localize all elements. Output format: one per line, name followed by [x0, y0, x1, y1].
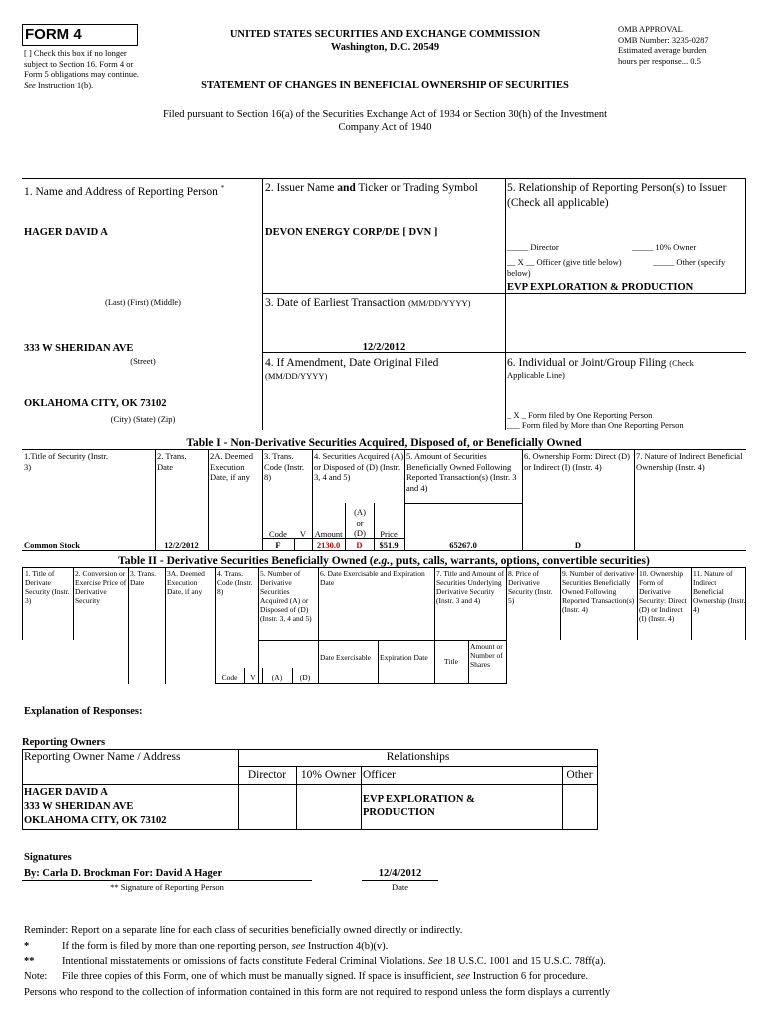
owner-officer-title: EVP EXPLORATION & PRODUCTION	[363, 794, 475, 818]
t2-col11: 11. Nature of Indirect Beneficial Ownership (Instr. 4)	[693, 569, 746, 614]
owners-col-10pct: 10% Owner	[300, 769, 357, 781]
earliest-transaction-date: 12/2/2012	[362, 342, 406, 353]
t1-row-price: $51.9	[379, 540, 399, 550]
issuer-name: DEVON ENERGY CORP/DE [ DVN ]	[265, 227, 438, 238]
signature-label: ** Signature of Reporting Person	[110, 882, 224, 892]
t1-col2a: 2A. Deemed Execution Date, if any	[210, 451, 253, 482]
box6-label-sub-a: (Check	[669, 358, 694, 368]
officer-title: EVP EXPLORATION & PRODUCTION	[507, 282, 694, 293]
footer-note: Note:	[24, 971, 48, 982]
omb-hours: hours per response... 0.5	[618, 55, 701, 66]
footer-dstar: **	[24, 956, 35, 967]
footer-star-text-a: If the form is filed by more than one reporting person,	[62, 941, 290, 952]
box2-label	[265, 181, 478, 195]
owners-heading: Reporting Owners	[22, 737, 106, 748]
t2-col4: 4. Trans. Code (Instr. 8)	[217, 569, 253, 596]
t2-col2: 2. Conversion or Exercise Price of Derivative Security	[75, 569, 127, 605]
box2-label-a: 2. Issuer Name	[265, 182, 335, 194]
checkbox-note	[24, 48, 152, 90]
t1-sub-price: Price	[380, 529, 398, 539]
t2-sub-date-ex: Date Exercisable	[320, 653, 372, 662]
t2-sub-amount: Amount or Number of Shares	[470, 642, 503, 669]
table2-title-rest: , puts, calls, warrants, options, convertible securities)	[390, 555, 650, 567]
t2-col10: 10. Ownership Form of Derivative Security: Direct (D) or Indirect (I) (Instr. 4)	[639, 569, 687, 623]
box3-label	[265, 296, 470, 310]
table2-title-eg: e.g.	[373, 555, 391, 567]
t2-col6: 6. Date Exercisable and Expiration Date	[320, 569, 425, 587]
owners-col-director: Director	[247, 769, 287, 781]
reporting-person-street: 333 W SHERIDAN AVE	[24, 343, 134, 354]
signature-by: By: Carla D. Brockman For: David A Hager	[24, 868, 223, 879]
box1-label	[24, 181, 224, 199]
city-label: (City) (State) (Zip)	[110, 414, 176, 424]
owner-city: OKLAHOMA CITY, OK 73102	[24, 815, 167, 826]
owners-col-other: Other	[566, 769, 593, 781]
t1-row-title: Common Stock	[24, 540, 80, 550]
footer-dstar-see: See	[427, 956, 443, 967]
footer-star: *	[24, 941, 30, 952]
box5-label-sub: (Check all applicable)	[507, 197, 609, 209]
t2-sub-code: Code	[221, 673, 238, 682]
t2-sub-d: (D)	[299, 673, 311, 682]
box3-label-text: 3. Date of Earliest Transaction	[265, 297, 406, 309]
box6-label-sub: Applicable Line)	[507, 370, 565, 380]
t2-sub-v: V	[250, 673, 256, 682]
box6-label-text: 6. Individual or Joint/Group Filing	[507, 357, 667, 369]
footer-note-text-b: Instruction 6 for procedure.	[472, 971, 589, 982]
box2-label-b: Ticker or Trading Symbol	[358, 182, 478, 194]
t2-col8: 8. Price of Derivative Security (Instr. 5)	[508, 569, 553, 605]
footer-note-text-a: File three copies of this Form, one of which must be manually signed. If space is insufficient,	[62, 971, 455, 982]
box1-label-text: 1. Name and Address of Reporting Person	[24, 185, 218, 198]
t1-col4: 4. Securities Acquired (A) or Disposed of (D) (Instr. 3, 4 and 5)	[314, 451, 404, 482]
commission-location: Washington, D.C. 20549	[330, 42, 440, 53]
omb-number: OMB Number: 3235-0287	[618, 34, 709, 45]
t1-col3: 3. Trans. Code (Instr. 8)	[264, 451, 305, 482]
filing-more-persons: ___ Form filed by More than One Reporting Person	[507, 420, 684, 430]
form-title: FORM 4	[25, 26, 82, 43]
t1-row-date: 12/2/2012	[164, 540, 199, 550]
t1-sub-amount: Amount	[314, 529, 343, 539]
explanation-label: Explanation of Responses:	[24, 706, 143, 717]
t2-col3: 3. Trans. Date	[130, 569, 157, 587]
t1-row-aord: D	[356, 540, 363, 550]
t1-col2: 2. Trans. Date	[157, 451, 187, 472]
t1-sub-aord: (A) or (D)	[354, 507, 366, 538]
table2-title-a: Table II - Derivative Securities Beneficially Owned (	[118, 555, 374, 567]
footer-star-see: see	[291, 941, 306, 952]
footer-persons: Persons who respond to the collection of information contained in this form are not required to respond unless the form displays a currently	[24, 987, 611, 998]
footer-reminder: Reminder: Report on a separate line for each class of securities beneficially owned directly or indirectly.	[24, 925, 463, 936]
t2-col7: 7. Title and Amount of Securities Underlying Derivative Security (Instr. 3 and 4)	[436, 569, 505, 605]
footer-note-see: see	[456, 971, 471, 982]
statement-title: STATEMENT OF CHANGES IN BENEFICIAL OWNERSHIP OF SECURITIES	[201, 80, 569, 91]
checkbox-note-see: See	[24, 79, 36, 90]
t2-sub-title: Title	[444, 657, 458, 666]
box1-label-mark: *	[220, 184, 225, 192]
rel-ten-pct-owner: _____ 10% Owner	[632, 242, 697, 252]
omb-approval: OMB APPROVAL	[618, 24, 683, 34]
t2-col3a: 3A. Deemed Execution Date, if any	[167, 569, 205, 596]
filed-pursuant: Filed pursuant to Section 16(a) of the Securities Exchange Act of 1934 or Section 30(h) of the Investment Company Act of 1940	[162, 109, 608, 133]
rel-director: _____ Director	[507, 242, 559, 252]
box4-label-fmt: (MM/DD/YYYY)	[265, 371, 328, 381]
footer-star-text-b: Instruction 4(b)(v).	[307, 941, 389, 952]
t1-col7: 7. Nature of Indirect Beneficial Ownership (Instr. 4)	[636, 451, 743, 472]
owners-col-officer: Officer	[363, 769, 396, 781]
t2-sub-exp: Expiration Date	[380, 653, 428, 662]
footer-dstar-text	[62, 955, 606, 968]
reporting-person-city: OKLAHOMA CITY, OK 73102	[24, 398, 167, 409]
box6-label	[507, 356, 694, 370]
t1-row-amount: 2130.0	[316, 540, 341, 550]
box4-label: 4. If Amendment, Date Original Filed	[265, 357, 439, 369]
owner-street: 333 W SHERIDAN AVE	[24, 801, 134, 812]
table2-title	[22, 554, 746, 568]
t2-col5: 5. Number of Derivative Securities Acquired (A) or Disposed of (D) (Instr. 3, 4 and 5)	[260, 569, 312, 623]
footer-dstar-text-a: Intentional misstatements or omissions of facts constitute Federal Criminal Violations.	[62, 956, 426, 967]
footer-star-text	[62, 940, 388, 953]
t1-row-code: F	[275, 540, 281, 550]
t2-col1: 1. Title of Derivate Security (Instr. 3)	[25, 569, 70, 605]
signature-date: 12/4/2012	[378, 868, 422, 879]
rel-officer: __ X __ Officer (give title below)	[507, 257, 622, 267]
box5-label: 5. Relationship of Reporting Person(s) to Issuer	[507, 182, 727, 194]
owners-col-relationships: Relationships	[386, 751, 450, 763]
commission-name: UNITED STATES SECURITIES AND EXCHANGE COMMISSION	[229, 29, 541, 40]
t1-col5: 5. Amount of Securities Beneficially Owned Following Reported Transaction(s) (Instr. 3 and 4)	[406, 451, 517, 493]
t1-row-owned: 65267.0	[449, 540, 477, 550]
filing-one-person: _ X _ Form filed by One Reporting Person	[507, 410, 653, 420]
table1-title: Table I - Non-Derivative Securities Acquired, Disposed of, or Beneficially Owned	[186, 437, 582, 449]
t1-row-form: D	[574, 540, 582, 550]
checkbox-note-text: [ ] Check this box if no longer subject to Section 16. Form 4 or Form 5 obligations may continue.	[24, 48, 139, 79]
reporting-person-name: HAGER DAVID A	[24, 227, 108, 238]
box2-label-and: and	[337, 182, 356, 194]
t1-col6: 6. Ownership Form: Direct (D) or Indirect (I) (Instr. 4)	[524, 451, 630, 472]
t1-sub-v: V	[299, 529, 307, 539]
omb-burden: Estimated average burden	[618, 45, 707, 55]
name-parts-label: (Last) (First) (Middle)	[104, 297, 181, 307]
checkbox-note-instr: Instruction 1(b).	[37, 79, 94, 90]
signature-date-label: Date	[391, 882, 409, 892]
footer-note-text	[62, 970, 588, 983]
t1-col1: 1.Title of Security (Instr. 3)	[24, 451, 108, 472]
rel-other: _____ Other (specify below)	[507, 257, 726, 278]
owners-col-name: Reporting Owner Name / Address	[24, 751, 181, 763]
t2-sub-a: (A)	[271, 673, 283, 682]
footer-dstar-text-b: 18 U.S.C. 1001 and 15 U.S.C. 78ff(a).	[444, 956, 607, 967]
box3-label-fmt: (MM/DD/YYYY)	[408, 298, 471, 308]
t2-col9: 9. Number of derivative Securities Beneficially Owned Following Reported Transaction(s) (Instr. 4)	[562, 569, 635, 614]
signatures-heading: Signatures	[24, 852, 72, 863]
t1-sub-code: Code	[269, 529, 287, 539]
form-title-box	[22, 24, 138, 46]
owner-name: HAGER DAVID A	[24, 787, 108, 798]
omb-approval-box	[618, 24, 758, 66]
street-label: (Street)	[130, 356, 156, 366]
